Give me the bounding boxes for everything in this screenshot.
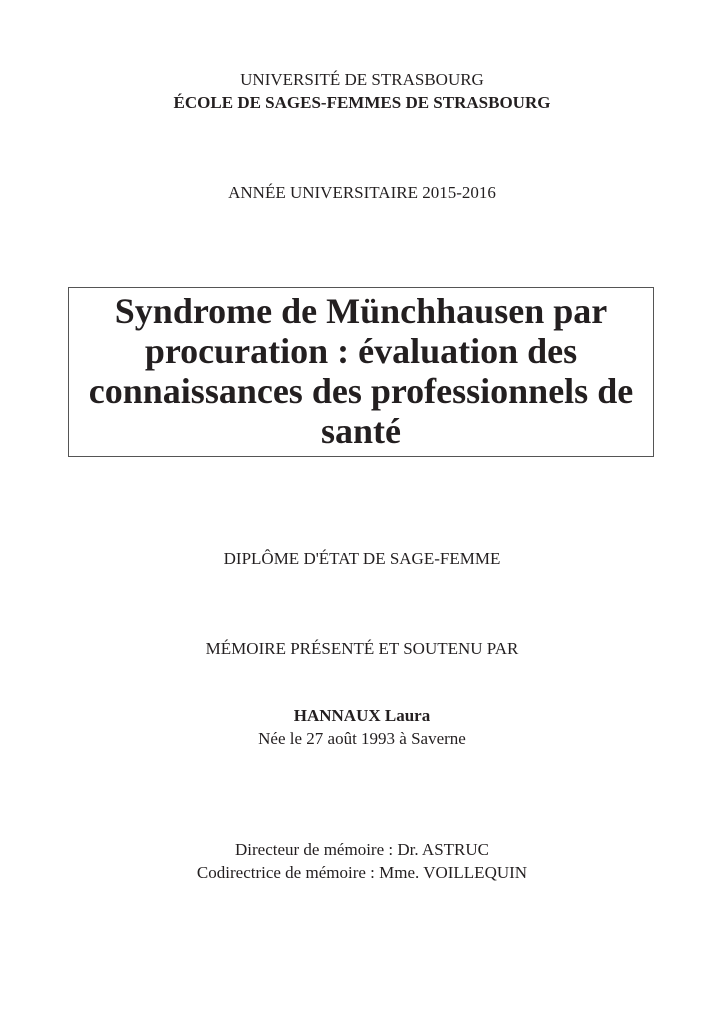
university-name: UNIVERSITÉ DE STRASBOURG xyxy=(240,70,484,89)
author-birth-info: Née le 27 août 1993 à Saverne xyxy=(258,729,466,748)
academic-year: ANNÉE UNIVERSITAIRE 2015-2016 xyxy=(228,183,496,202)
author-name: HANNAUX Laura xyxy=(293,706,431,725)
title-box xyxy=(68,287,654,457)
presented-by-label: MÉMOIRE PRÉSENTÉ ET SOUTENU PAR xyxy=(205,639,519,658)
thesis-director: Directeur de mémoire : Dr. ASTRUC xyxy=(234,840,489,859)
thesis-title: Syndrome de Münchhausen par procuration : évaluation des connaissances des professionnels de santé xyxy=(88,291,634,451)
thesis-codirector: Codirectrice de mémoire : Mme. VOILLEQUIN xyxy=(196,863,528,882)
school-name: ÉCOLE DE SAGES-FEMMES DE STRASBOURG xyxy=(173,93,551,112)
diploma-name: DIPLÔME D'ÉTAT DE SAGE-FEMME xyxy=(223,549,501,568)
